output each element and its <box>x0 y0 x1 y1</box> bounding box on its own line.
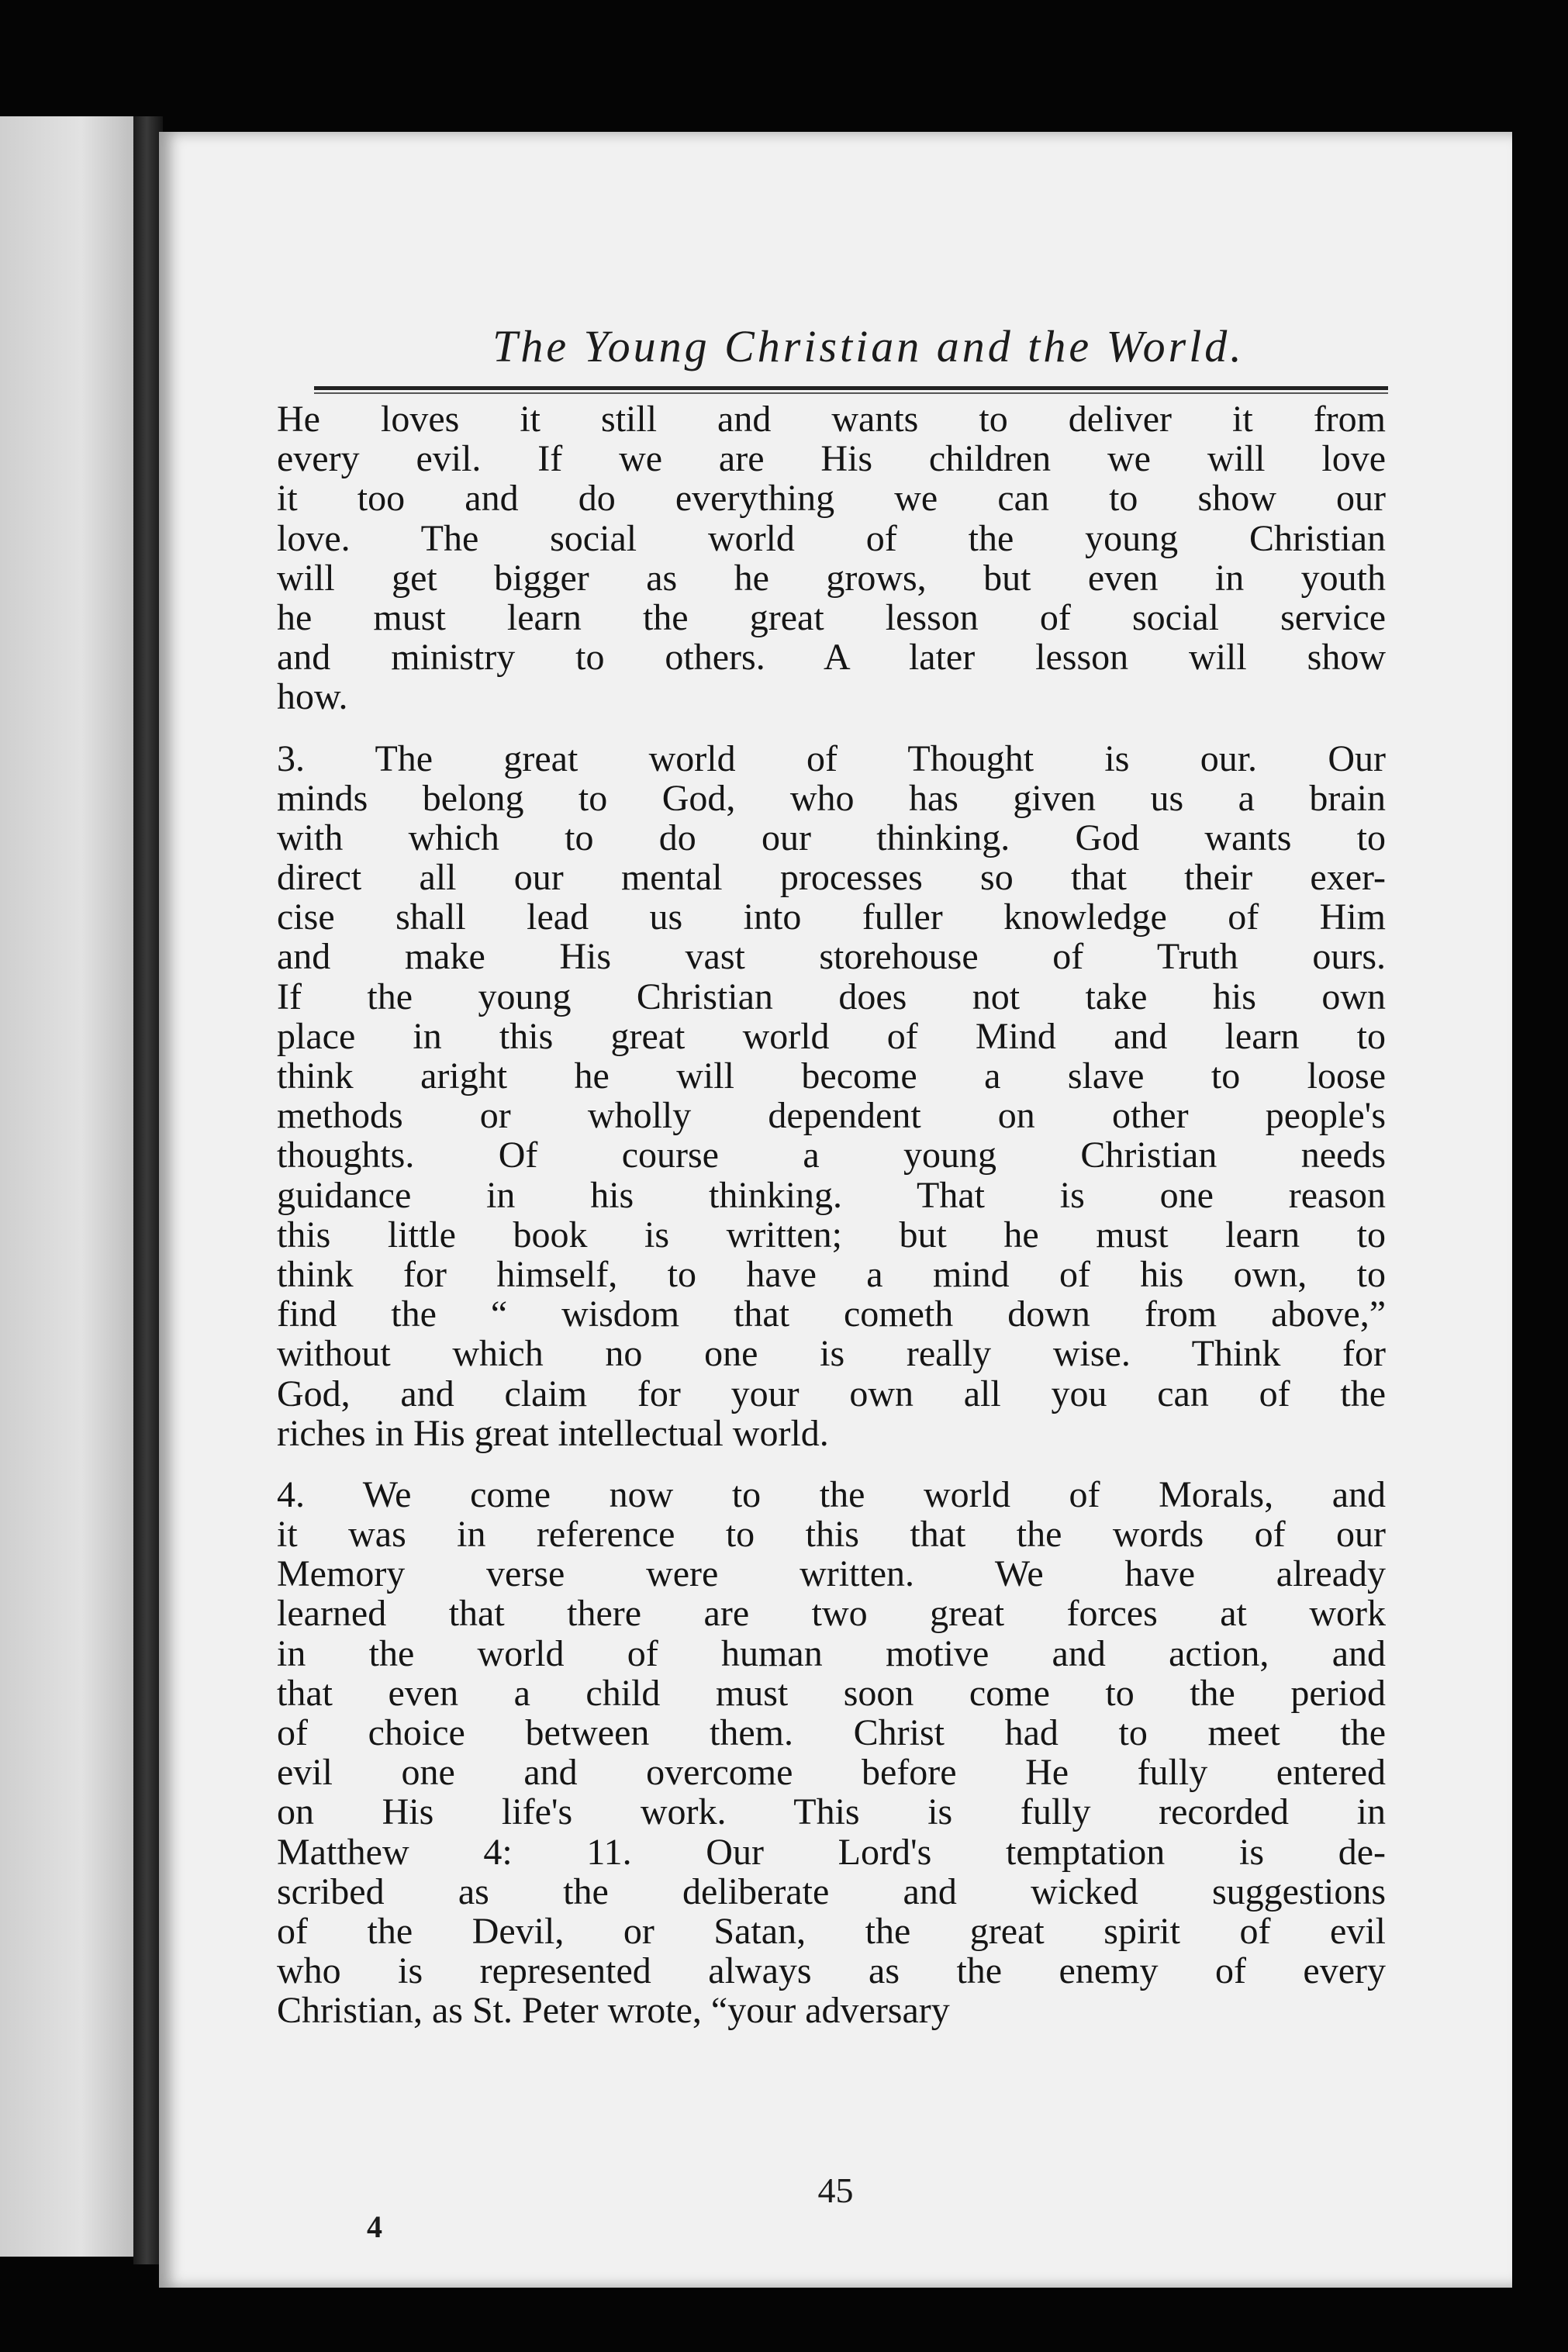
text-line: riches in His great intellectual world. <box>277 1412 829 1454</box>
text-line: this little book is written; but he must learn to <box>277 1214 1386 1255</box>
text-line: He loves it still and wants to deliver it from <box>277 399 1386 440</box>
text-line: If the young Christian does not take his own <box>277 976 1386 1017</box>
text-line: methods or wholly dependent on other people's <box>277 1095 1386 1137</box>
paragraph <box>277 739 1386 1453</box>
book-page <box>159 132 1512 2288</box>
text-line: of choice between them. Christ had to meet the <box>277 1712 1386 1753</box>
text-line: think for himself, to have a mind of his own, to <box>277 1253 1386 1295</box>
header-rule <box>314 386 1388 390</box>
text-line: of the Devil, or Satan, the great spirit of evil <box>277 1910 1386 1952</box>
text-line: think aright he will become a slave to loose <box>277 1055 1386 1097</box>
text-line: love. The social world of the young Christian <box>277 517 1386 559</box>
paragraph-gap <box>277 1453 1386 1475</box>
text-line: it too and do everything we can to show our <box>277 478 1386 520</box>
text-line: direct all our mental processes so that their exer- <box>277 857 1386 899</box>
text-line: on His life's work. This is fully recorded in <box>277 1791 1386 1833</box>
text-line: Christian, as St. Peter wrote, “your adversary <box>277 1990 950 2032</box>
text-line: Matthew 4: 11. Our Lord's temptation is de- <box>277 1831 1386 1873</box>
text-line: in the world of human motive and action, and <box>277 1632 1386 1674</box>
text-line: guidance in his thinking. That is one reason <box>277 1174 1386 1216</box>
text-line: place in this great world of Mind and learn to <box>277 1015 1386 1057</box>
text-line: God, and claim for your own all you can of the <box>277 1373 1386 1414</box>
text-line: 4. We come now to the world of Morals, and <box>277 1473 1386 1515</box>
text-line: who is represented always as the enemy of every <box>277 1950 1386 1992</box>
text-line: evil one and overcome before He fully entered <box>277 1752 1386 1794</box>
text-line: 3. The great world of Thought is our. Our <box>277 737 1386 779</box>
page-number: 45 <box>817 2171 854 2210</box>
facing-page-edge <box>0 116 136 2257</box>
text-line: thoughts. Of course a young Christian needs <box>277 1135 1386 1176</box>
text-line: every evil. If we are His children we will love <box>277 438 1386 480</box>
text-line: that even a child must soon come to the period <box>277 1672 1386 1714</box>
text-line: he must learn the great lesson of social service <box>277 596 1386 638</box>
text-line: scribed as the deliberate and wicked suggestions <box>277 1870 1386 1912</box>
text-line: Memory verse were written. We have already <box>277 1553 1386 1595</box>
paragraph-gap <box>277 717 1386 739</box>
text-line: with which to do our thinking. God wants to <box>277 817 1386 858</box>
text-line: how. <box>277 676 348 718</box>
text-line: find the “ wisdom that cometh down from above,” <box>277 1293 1386 1335</box>
header-rule-thin <box>314 392 1388 394</box>
signature-mark: 4 <box>367 2209 382 2244</box>
text-line: minds belong to God, who has given us a brain <box>277 777 1386 819</box>
body-text <box>277 399 1386 2031</box>
paragraph <box>277 399 1386 717</box>
text-line: without which no one is really wise. Think for <box>277 1333 1386 1375</box>
text-line: and ministry to others. A later lesson will show <box>277 637 1386 679</box>
text-line: cise shall lead us into fuller knowledge of Him <box>277 896 1386 938</box>
text-line: learned that there are two great forces at work <box>277 1593 1386 1635</box>
text-line: will get bigger as he grows, but even in youth <box>277 557 1386 599</box>
running-head: The Young Christian and the World. <box>492 321 1245 371</box>
text-line: it was in reference to this that the words of our <box>277 1514 1386 1556</box>
paragraph <box>277 1475 1386 2031</box>
text-line: and make His vast storehouse of Truth ours. <box>277 936 1386 978</box>
